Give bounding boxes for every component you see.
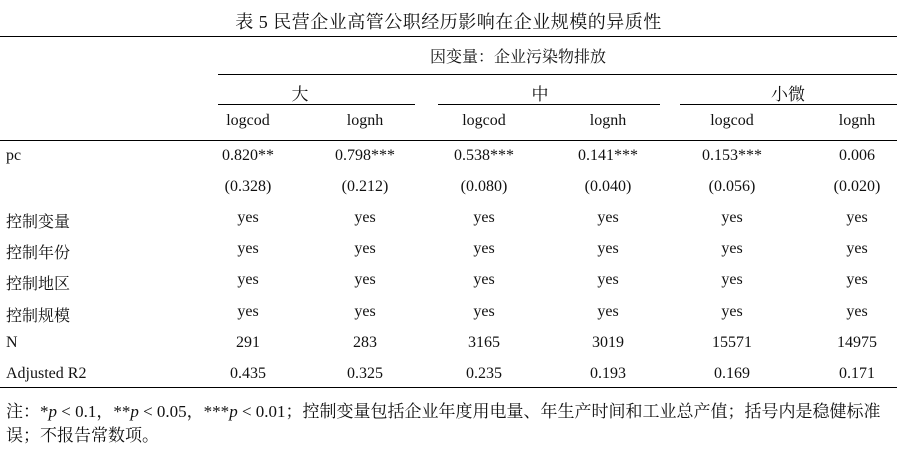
note-t3: < 0.01；控制变量包括企业年度用电量、年生产时间和工业总产值；括号内是稳健标准误；不报告常数项。	[6, 402, 881, 445]
table-cell: yes	[846, 240, 868, 257]
table-cell: 0.820**	[222, 147, 274, 164]
table-cell: 3165	[468, 334, 500, 351]
table-cell: yes	[354, 240, 376, 257]
row-label: pc	[6, 147, 22, 164]
table-cell: 291	[236, 334, 260, 351]
column-header: lognh	[838, 112, 876, 129]
table-cell: 15571	[712, 334, 752, 351]
table-cell: yes	[237, 303, 259, 320]
table-cell: 3019	[592, 334, 624, 351]
row-label: Adjusted R2	[6, 365, 87, 382]
table-cell: 14975	[837, 334, 877, 351]
row-label: N	[6, 334, 18, 351]
table-cell: yes	[354, 209, 376, 226]
group-rule-small	[680, 104, 897, 105]
table-cell: (0.080)	[460, 178, 508, 195]
table-cell: (0.212)	[341, 178, 389, 195]
table-cell: 0.435	[230, 365, 266, 382]
table-cell: yes	[237, 271, 259, 288]
row-label: 控制地区	[6, 276, 71, 293]
table-cell: (0.020)	[833, 178, 881, 195]
row-label: 控制变量	[6, 214, 71, 231]
group-header-medium: 中	[531, 85, 549, 104]
table-cell: yes	[846, 209, 868, 226]
dependent-rule	[218, 74, 897, 75]
group-header-large: 大	[291, 85, 309, 104]
table-cell: yes	[597, 240, 619, 257]
table-cell: 0.538***	[454, 147, 514, 164]
table-cell: (0.040)	[584, 178, 632, 195]
note-p1: p	[48, 402, 57, 421]
table-cell: yes	[473, 240, 495, 257]
dependent-variable-label: 因变量：企业污染物排放	[430, 49, 607, 66]
header-rule	[0, 140, 897, 141]
group-rule-medium	[438, 104, 660, 105]
table-cell: yes	[721, 240, 743, 257]
table-cell: (0.056)	[708, 178, 756, 195]
table-cell: yes	[846, 271, 868, 288]
table-title: 表 5 民营企业高管公职经历影响在企业规模的异质性	[235, 12, 662, 32]
table-cell: 283	[353, 334, 377, 351]
table-cell: 0.169	[714, 365, 750, 382]
table-cell: yes	[354, 271, 376, 288]
table-cell: (0.328)	[224, 178, 272, 195]
table-cell: yes	[721, 271, 743, 288]
table-cell: yes	[846, 303, 868, 320]
table-cell: yes	[597, 303, 619, 320]
table-cell: yes	[473, 209, 495, 226]
table-cell: 0.006	[839, 147, 875, 164]
column-header: logcod	[710, 112, 754, 129]
column-header: logcod	[462, 112, 506, 129]
group-header-small: 小微	[771, 85, 805, 104]
table-cell: 0.171	[839, 365, 875, 382]
row-label: 控制规模	[6, 308, 71, 325]
table-cell: 0.153***	[702, 147, 762, 164]
table-cell: yes	[473, 271, 495, 288]
group-rule-large	[218, 104, 415, 105]
column-header: lognh	[346, 112, 384, 129]
table-cell: yes	[597, 271, 619, 288]
table-cell: 0.798***	[335, 147, 395, 164]
table-cell: 0.193	[590, 365, 626, 382]
note-prefix: 注：*	[6, 402, 49, 421]
table-cell: yes	[237, 240, 259, 257]
note-t2: < 0.05，***	[138, 402, 230, 421]
table-cell: yes	[354, 303, 376, 320]
table-cell: 0.141***	[578, 147, 638, 164]
note-t1: < 0.1，**	[57, 402, 131, 421]
note-p3: p	[229, 402, 238, 421]
table-cell: yes	[597, 209, 619, 226]
table-note	[6, 400, 886, 448]
table-cell: 0.325	[347, 365, 383, 382]
table-cell: 0.235	[466, 365, 502, 382]
column-header: logcod	[226, 112, 270, 129]
table-cell: yes	[237, 209, 259, 226]
note-p2: p	[130, 402, 139, 421]
table-cell: yes	[721, 303, 743, 320]
bottom-rule	[0, 387, 897, 388]
top-rule	[0, 36, 897, 37]
row-label: 控制年份	[6, 245, 71, 262]
table-cell: yes	[473, 303, 495, 320]
table-cell: yes	[721, 209, 743, 226]
column-header: lognh	[589, 112, 627, 129]
